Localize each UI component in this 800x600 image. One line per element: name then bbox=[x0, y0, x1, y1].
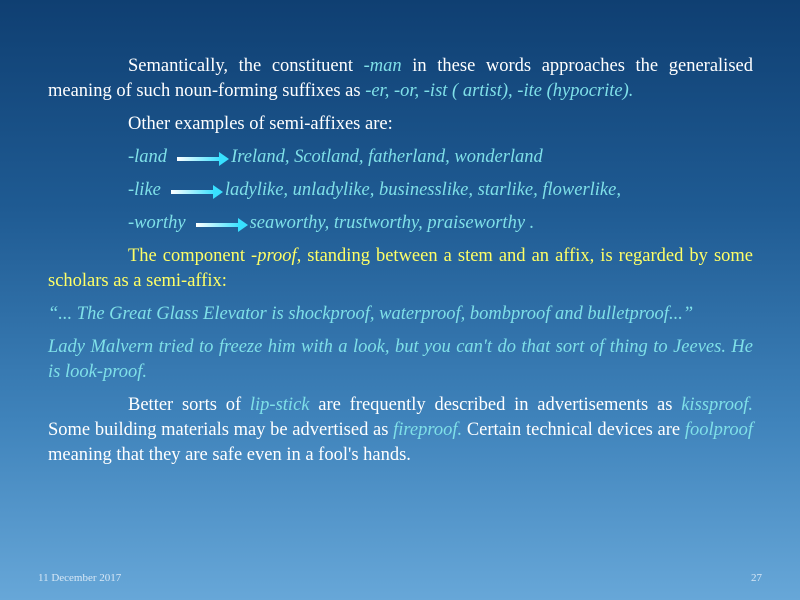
p3-text-1: The component - bbox=[128, 246, 258, 266]
example-like bbox=[48, 178, 753, 203]
footer-date: 11 December 2017 bbox=[38, 572, 122, 584]
p3-proof: proof, bbox=[257, 246, 302, 266]
footer-page-number: 27 bbox=[751, 572, 762, 584]
paragraph-other-examples: Other examples of semi-affixes are: bbox=[128, 114, 393, 134]
p4-fireproof: fireproof. bbox=[393, 420, 463, 440]
p4-text-2: are frequently described in advertisements as bbox=[309, 395, 682, 415]
p4-text-4: Certain technical devices are bbox=[462, 420, 685, 440]
example-words: Ireland, Scotland, fatherland, wonderland bbox=[231, 147, 543, 167]
p1-suffix-list: -er, -or, -ist ( artist), -ite (hypocrite). bbox=[365, 81, 634, 101]
example-words: ladylike, unladylike, businesslike, starlike, flowerlike, bbox=[224, 180, 621, 200]
paragraph-semantics bbox=[48, 54, 753, 104]
right-arrow-icon bbox=[177, 157, 221, 161]
p1-suffix-man: -man bbox=[363, 56, 402, 76]
example-land bbox=[48, 145, 753, 170]
example-affix: -land bbox=[128, 147, 168, 167]
p4-foolproof: foolproof bbox=[684, 420, 754, 440]
p3-text-2: standing between a stem and an affix, is regarded by some scholars as a semi-affix: bbox=[48, 246, 753, 291]
p4-text-5: meaning that they are safe even in a fool's hands. bbox=[48, 445, 411, 465]
p1-text-1: Semantically, the constituent bbox=[128, 56, 364, 76]
slide-body bbox=[48, 54, 753, 476]
paragraph-lipstick bbox=[48, 393, 753, 468]
p4-lipstick: lip-stick bbox=[249, 395, 310, 415]
quote-jeeves: Lady Malvern tried to freeze him with a look, but you can't do that sort of thing to Jeeves. He is look-proof. bbox=[48, 337, 753, 382]
right-arrow-icon bbox=[171, 190, 215, 194]
p4-text-1: Better sorts of bbox=[128, 395, 250, 415]
example-words: seaworthy, trustworthy, praiseworthy . bbox=[249, 213, 535, 233]
example-affix: -like bbox=[128, 180, 161, 200]
right-arrow-icon bbox=[196, 223, 240, 227]
p1-text-2: in these words approaches the generalised meaning of such noun-forming suffixes as bbox=[48, 56, 753, 101]
quote-elevator: “... The Great Glass Elevator is shockproof, waterproof, bombproof and bulletproof...” bbox=[48, 304, 694, 324]
paragraph-proof bbox=[48, 244, 753, 294]
example-worthy bbox=[48, 211, 753, 236]
p4-text-3: Some building materials may be advertised as bbox=[48, 420, 394, 440]
p4-kissproof: kissproof. bbox=[681, 395, 753, 415]
example-affix: -worthy bbox=[128, 213, 186, 233]
